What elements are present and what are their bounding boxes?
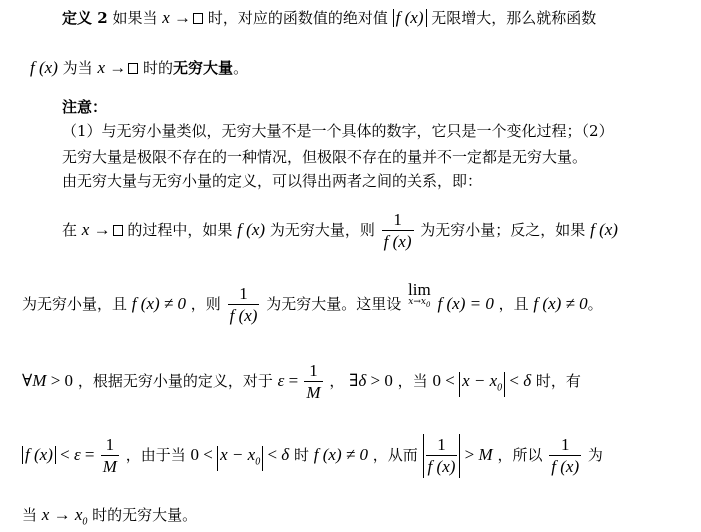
math-fraction-1-over-M: $\frac{1}{M}$ [102,434,117,476]
math-limit: lim $x\to x_0$ [408,280,431,309]
math-arrow: → [169,8,192,27]
def-text-3: 无限增大，那么就称函数 [431,9,597,27]
math-x: x [97,58,105,77]
def-text-5: 时的 [143,59,174,77]
math-abs-fraction: $\frac{1}{f (x)}$ [423,434,461,479]
proof-line-3: 当 $x \to x_0$ 时的无穷大量。 [22,505,198,528]
def-text-2: 时，对应的函数值的绝对值 [207,9,388,27]
relation-line-2: 为无穷小量，且 f (x) ≠ 0 ，则 $\frac{1}{f (x)}$ 为无穷大量。这里设 lim $x\to x_0$ f (x) = 0 ，且 f (x) ≠ 0。 [22,280,603,325]
def-text-1: 如果当 [112,9,158,27]
proof-line-2: f (x) < ε = $\frac{1}{M}$ ，由于当 $0 < x - x_0 < \delta$ 时 f (x) ≠ 0 ，从而 $\frac{1}{f (x)}$ > M ，所以 $\frac{1}{f (x)}$ 为 [22,433,603,478]
proof-line-1: ∀M > 0 ，根据无穷小量的定义，对于 ε = $\frac{1}{M}$ ， ∃δ > 0 ，当 $0 < x - x_0 < \delta$ 时，有 [22,360,581,402]
note-line-1: （1）与无穷小量类似，无穷大量不是一个具体的数字，它只是一个变化过程；（2） [62,122,614,140]
definition-line-1 [62,8,596,28]
math-fx: f (x) [30,58,58,77]
note-line-3: 由无穷大量与无穷小量的定义，可以得出两者之间的关系，即： [62,172,483,190]
math-fraction-1-over-M: $\frac{1}{M}$ [306,360,321,402]
definition-line-2: f (x) 为当 x → 时的无穷大量。 [30,58,249,77]
placeholder-box-icon [113,225,123,236]
definition-label: 定义 2 [62,9,108,27]
note-line-2: 无穷大量是极限不存在的一种情况，但极限不存在的量并不一定都是无穷大量。 [62,148,588,166]
placeholder-box-icon [193,13,203,24]
placeholder-box-icon [128,63,138,74]
note-title: 注意： [62,98,108,116]
math-fraction-1-over-fx: $\frac{1}{f (x)}$ [383,209,412,251]
def-text-4: 为当 [62,59,93,77]
relation-line-1: 在 x → 的过程中，如果 f (x) 为无穷大量，则 $\frac{1}{f (x)}$ 为无穷小量；反之，如果 f (x) [62,209,618,251]
math-abs-fx: f (x) [393,9,427,27]
def-term: 无穷大量 [173,59,234,77]
math-fraction-1-over-fx: $\frac{1}{f (x)}$ [551,434,580,476]
math-fraction-1-over-fx: $\frac{1}{f (x)}$ [229,283,258,325]
math-x: x [162,8,170,27]
math-fx: f (x) [237,220,266,239]
